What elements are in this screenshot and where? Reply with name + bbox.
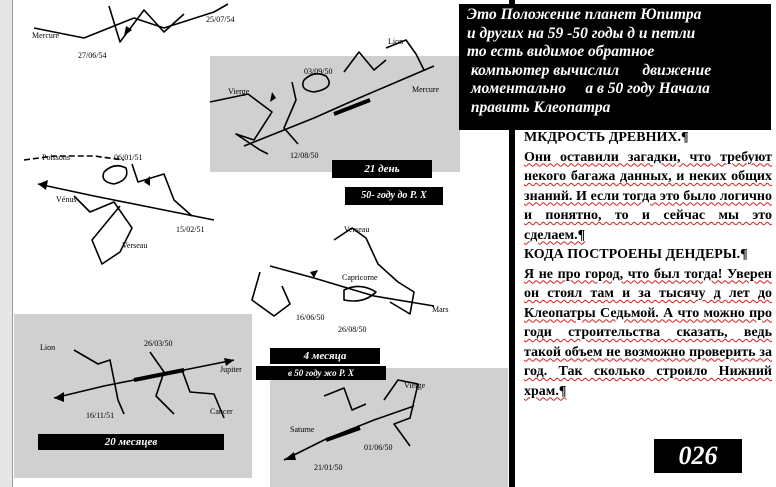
date-2: 27/06/54 (78, 51, 107, 60)
verseau-loop-right (252, 272, 290, 316)
label-verseau-right: Verseau (344, 225, 370, 234)
box-year-50b: в 50 году жо Р. Х (256, 366, 386, 380)
date-5: 06/01/51 (114, 153, 143, 162)
date-10: 16/11/51 (86, 411, 115, 420)
date-6: 15/02/51 (176, 225, 205, 234)
left-margin-line (12, 0, 13, 487)
date-1: 25/07/54 (206, 15, 235, 24)
date-12: 21/01/50 (314, 463, 343, 472)
date-11: 01/06/50 (364, 443, 393, 452)
label-jupiter: Jupiter (220, 365, 242, 374)
box-year-50: 50- году до Р. Х (344, 186, 444, 206)
box-21-days: 21 день (332, 160, 432, 178)
label-venus: Vénus (56, 195, 77, 204)
panel-bottom-left (14, 314, 252, 478)
paragraph-2: Я не про город, что был тогда! Уверен он стоял там и за тысячу д лет до Клеопатры Седьмой. А что можно про годи строительства сказать, ведь такой объем не возможно проверить за год. Так сколько строило Нижний храм.¶ (524, 266, 772, 399)
label-lion-bottom: Lion (40, 343, 56, 352)
heading-2: КОДА ПОСТРОЕНЫ ДЕНДЕРЫ.¶ (524, 247, 748, 262)
mercure-track-top (34, 4, 228, 38)
left-margin-bar (0, 0, 12, 487)
label-mercure-right: Mercure (412, 85, 440, 94)
page-number: 026 (654, 439, 742, 473)
date-4: 12/08/50 (290, 151, 319, 160)
box-4-months: 4 месяца (270, 348, 380, 364)
label-saturne: Saturne (290, 425, 315, 434)
label-vierge-right: Vierge (228, 87, 250, 96)
figure-drawing (14, 0, 508, 487)
arrow-3 (38, 180, 48, 190)
date-8: 26/08/50 (338, 325, 367, 334)
article-text (524, 128, 772, 483)
arrow-8 (144, 176, 150, 186)
label-mars: Mars (432, 305, 449, 314)
planet-loops-figure (14, 0, 508, 487)
label-capricorne: Capricorne (342, 273, 378, 282)
caption-box: Это Положение планет Юпитра и других на 59 -50 годы д и петли то есть видимое обратное компьютер вычислил движение моментально а в 50 году Начала править Клеопатра (459, 4, 771, 130)
label-verseau-mid: Verseau (122, 241, 148, 250)
loop-mid (103, 166, 127, 184)
capricorne-track (270, 266, 434, 306)
box-20-months: 20 месяцев (38, 434, 224, 450)
label-lion-right: Lion (388, 37, 404, 46)
label-mercure-top: Mercure (32, 31, 60, 40)
venus-loop (132, 164, 192, 216)
verseau-loop-mid (74, 196, 132, 264)
loop-capricorne (344, 286, 376, 301)
label-vierge-bottom: Vierge (404, 381, 426, 390)
heading-1: МКДРОСТЬ ДРЕВНИХ.¶ (524, 130, 689, 145)
date-9: 26/03/50 (144, 339, 173, 348)
date-3: 03/09/50 (304, 67, 333, 76)
paragraph-1: Они оставили загадки, что требуют некого багажа данных, и неких общих знаний. И если тогда это было логично и понятно, то и сейчас мы это сделаем.¶ (524, 149, 772, 243)
label-poissons: Poissons (42, 153, 71, 162)
label-cancer: Cancer (210, 407, 233, 416)
date-7: 16/06/50 (296, 313, 325, 322)
poissons-track (24, 156, 124, 160)
